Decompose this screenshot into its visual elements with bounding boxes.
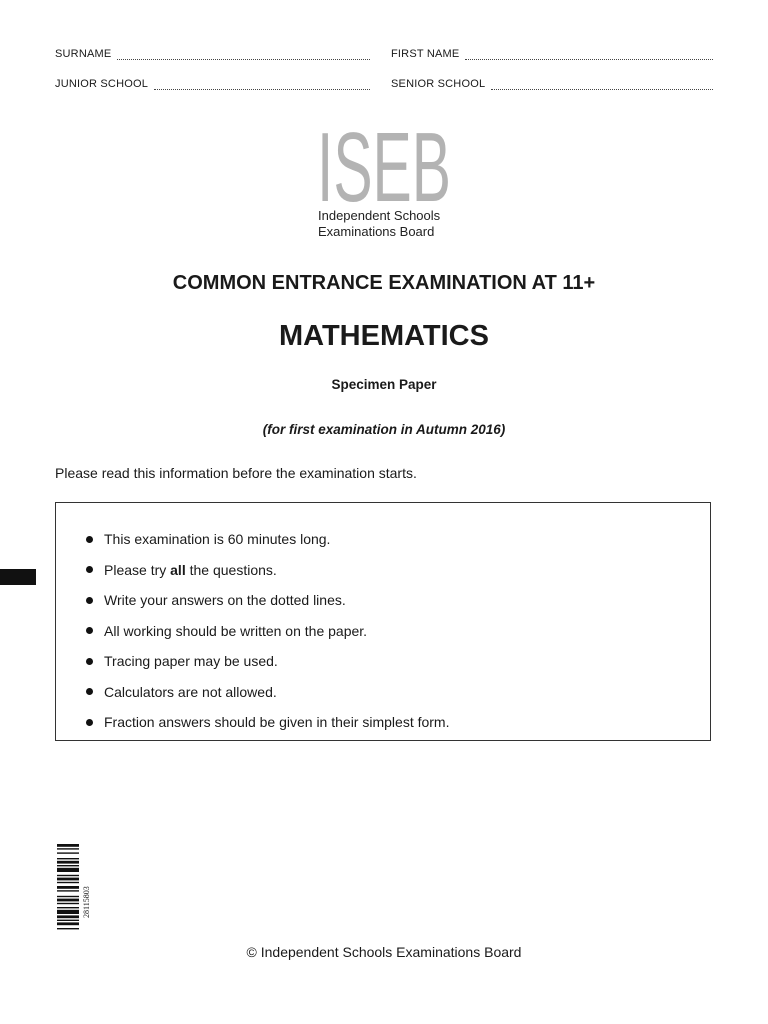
junior-school-field[interactable] (55, 78, 370, 90)
instruction-item (86, 707, 449, 738)
first-name-dotted-line[interactable] (465, 50, 713, 60)
barcode-bar (57, 922, 79, 925)
first-exam-note: (for first examination in Autumn 2016) (262, 422, 506, 437)
instruction-item (86, 646, 449, 677)
barcode-bar (57, 890, 79, 891)
barcode-bar (57, 915, 79, 918)
copyright-notice: © Independent Schools Examinations Board (246, 944, 522, 960)
barcode-bar (57, 928, 79, 929)
surname-field[interactable] (55, 48, 370, 60)
barcode-bar (57, 848, 79, 849)
bullet-icon (86, 719, 93, 726)
instruction-text (104, 562, 277, 578)
bullet-icon (86, 597, 93, 604)
first-name-label: FIRST NAME (391, 48, 460, 60)
bullet-icon (86, 566, 93, 573)
instruction-text (104, 684, 277, 700)
instruction-text-part: This examination is 60 minutes long. (104, 531, 331, 548)
bullet-icon (86, 536, 93, 543)
barcode-bar (57, 844, 79, 847)
instructions-list (86, 524, 449, 738)
senior-school-field[interactable] (391, 78, 713, 90)
barcode-bar (57, 861, 79, 864)
barcode-bar (57, 910, 79, 914)
instruction-item (86, 585, 449, 616)
barcode-bar (57, 886, 79, 889)
barcode-bar (57, 878, 79, 881)
bullet-icon (86, 627, 93, 634)
surname-label: SURNAME (55, 48, 112, 60)
barcode-bar (57, 868, 79, 872)
instruction-emphasis: all (170, 561, 186, 578)
exam-title: COMMON ENTRANCE EXAMINATION AT 11+ (172, 272, 596, 294)
first-name-field[interactable] (391, 48, 713, 60)
barcode-number: 28115803 (82, 886, 91, 918)
barcode-bar (57, 865, 79, 866)
barcode-bar (57, 903, 79, 904)
instructions-box (55, 502, 711, 741)
intro-text: Please read this information before the examination starts. (55, 465, 417, 481)
instruction-text-part: Tracing paper may be used. (104, 653, 278, 670)
barcode-bar (57, 882, 79, 883)
barcode-bar (57, 907, 79, 908)
senior-school-label: SENIOR SCHOOL (391, 78, 486, 90)
paper-type: Specimen Paper (331, 377, 437, 392)
instruction-text (104, 653, 278, 669)
logo-caption-line-2: Examinations Board (318, 224, 435, 239)
candidate-fields-row-2 (55, 78, 715, 94)
instruction-text (104, 714, 449, 730)
iseb-logo-mark: ISEB (317, 123, 451, 203)
instruction-text-part: Calculators are not allowed. (104, 683, 277, 700)
instruction-item (86, 616, 449, 647)
instruction-text (104, 592, 346, 608)
barcode-bar (57, 875, 79, 876)
instruction-text-part: All working should be written on the paper. (104, 622, 368, 639)
junior-school-label: JUNIOR SCHOOL (55, 78, 149, 90)
bullet-icon (86, 688, 93, 695)
instruction-text (104, 623, 367, 639)
bullet-icon (86, 658, 93, 665)
instruction-item (86, 555, 449, 586)
instruction-text-part: Write your answers on the dotted lines. (104, 592, 346, 609)
barcode-bar (57, 858, 79, 859)
logo-caption-line-1: Independent Schools (318, 208, 441, 223)
candidate-fields-row-1 (55, 48, 715, 64)
barcode-bar (57, 896, 79, 897)
senior-school-dotted-line[interactable] (491, 80, 713, 90)
subject-title: MATHEMATICS (279, 320, 489, 352)
logo-caption (318, 208, 440, 240)
instruction-text (104, 531, 330, 547)
barcode-bar (57, 920, 79, 921)
junior-school-dotted-line[interactable] (154, 80, 370, 90)
barcode-bar (57, 852, 79, 853)
instruction-item (86, 677, 449, 708)
iseb-logo (317, 123, 457, 203)
surname-dotted-line[interactable] (117, 50, 370, 60)
instruction-text-part: Fraction answers should be given in their simplest form. (104, 714, 450, 731)
instruction-text-part: Please try (104, 561, 171, 578)
barcode-bar (57, 899, 79, 902)
instruction-text-part: the questions. (185, 561, 277, 578)
side-marker-tab (0, 569, 36, 585)
instruction-item (86, 524, 449, 555)
